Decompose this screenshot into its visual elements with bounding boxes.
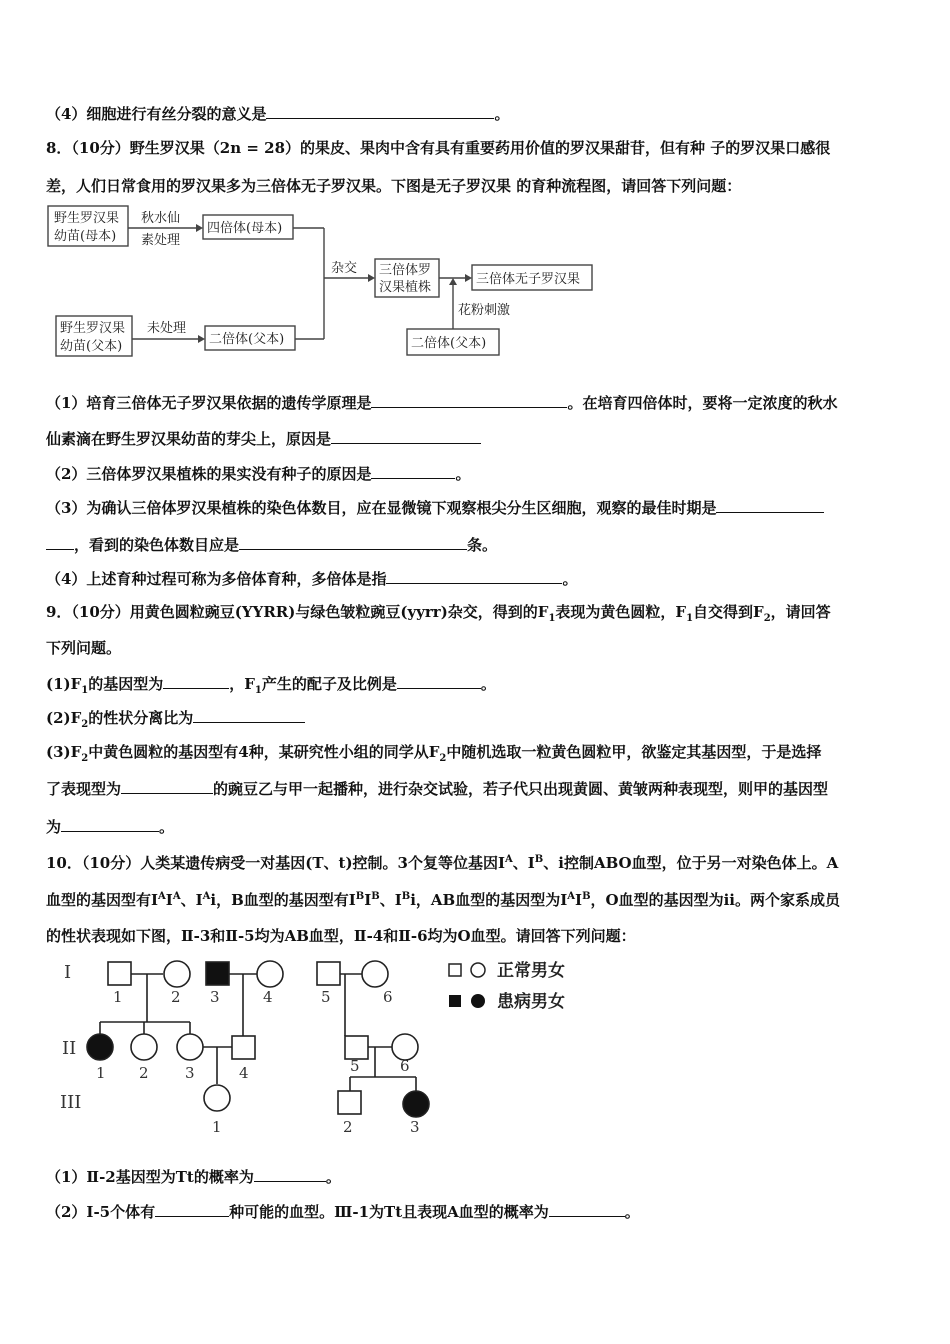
- answer-blank[interactable]: [155, 1202, 229, 1217]
- q9-part3-line2: 了表现型为 的豌豆乙与甲一起播种，进行杂交试验，若子代只出现黄圆、黄皱两种表现型，则甲的基因型: [46, 780, 829, 798]
- label-diploid-father: 二倍体(父本): [209, 332, 285, 347]
- q9-part1: $(1)F_1$的基因型为 ，$F_1$产生的配子及比例是 。: [46, 675, 496, 696]
- answer-blank[interactable]: [46, 535, 74, 550]
- svg-text:3: 3: [185, 1064, 195, 1082]
- svg-text:1: 1: [212, 1118, 222, 1136]
- svg-text:4: 4: [239, 1064, 249, 1082]
- legend-normal: 正常男女: [497, 961, 565, 981]
- svg-text:6: 6: [383, 988, 393, 1006]
- q7-part4-text: （4）细胞进行有丝分裂的意义是: [46, 105, 267, 123]
- II-2-female-normal: [131, 1034, 157, 1060]
- label-wild-mother-2: 幼苗(母本): [54, 229, 117, 244]
- q8-part1-line2: 仙素滴在野生罗汉果幼苗的芽尖上，原因是: [46, 429, 481, 449]
- II-5-male-normal: [345, 1036, 368, 1059]
- q8-part1-line1: （1）培育三倍体无子罗汉果依据的遗传学原理是 。在培育四倍体时，要将一定浓度的秋水: [46, 394, 838, 412]
- answer-blank[interactable]: [371, 393, 567, 408]
- svg-text:4: 4: [263, 988, 273, 1006]
- answer-blank[interactable]: [163, 674, 229, 689]
- II-4-male-normal: [232, 1036, 255, 1059]
- svg-text:2: 2: [171, 988, 181, 1006]
- label-untreated: 未处理: [147, 321, 187, 336]
- label-seedless: 三倍体无子罗汉果: [476, 272, 581, 287]
- q9-part3-line3: 为 。: [46, 818, 175, 836]
- answer-blank[interactable]: [549, 1202, 625, 1217]
- svg-text:3: 3: [410, 1118, 420, 1136]
- answer-blank[interactable]: [193, 708, 305, 723]
- q10-stem-line2: 血型的基因型有$I^AI^A$、$I^Ai$，B血型的基因型有$I^BI^B$、$I^Bi$，AB血型的基因型为$I^AI^B$，O血型的基因型为ii。两个家系成员: [46, 891, 840, 909]
- gen-label-1: I: [64, 962, 72, 983]
- answer-blank[interactable]: [716, 498, 824, 513]
- svg-text:5: 5: [350, 1057, 360, 1075]
- answer-blank[interactable]: [371, 464, 455, 479]
- answer-blank[interactable]: [121, 779, 213, 794]
- I-3-male-affected: [206, 962, 229, 985]
- q8-stem-line1: 8．（10分）野生罗汉果（2n = 28）的果皮、果肉中含有具有重要药用价值的罗汉果甜苷，但有种 子的罗汉果口感很: [46, 139, 831, 157]
- legend: [449, 960, 565, 1012]
- gen-label-3: III: [60, 1092, 82, 1113]
- label-triploid-2: 汉果植株: [379, 280, 432, 295]
- answer-blank[interactable]: [397, 674, 481, 689]
- label-pollen: 花粉刺激: [458, 303, 511, 318]
- I-4-female-normal: [257, 961, 283, 987]
- answer-blank[interactable]: [386, 569, 562, 584]
- label-cross: 杂交: [331, 261, 358, 276]
- pedigree-chart: [40, 950, 640, 1140]
- label-wild-father-2: 幼苗(父本): [60, 339, 123, 354]
- I-5-male-normal: [317, 962, 340, 985]
- q10-part2: （2）Ⅰ-5个体有 种可能的血型。Ⅲ-1为Tt且表现A血型的概率为 。: [46, 1203, 640, 1221]
- label-wild-mother-1: 野生罗汉果: [54, 211, 120, 226]
- q8-part3-line1: （3）为确认三倍体罗汉果植株的染色体数目，应在显微镜下观察根尖分生区细胞，观察的最佳时期是: [46, 498, 824, 518]
- q8-part4: （4）上述育种过程可称为多倍体育种，多倍体是指 。: [46, 570, 578, 588]
- svg-text:5: 5: [321, 988, 331, 1006]
- I-1-male-normal: [108, 962, 131, 985]
- svg-text:3: 3: [210, 988, 220, 1006]
- q10-part1: （1）Ⅱ-2基因型为Tt的概率为 。: [46, 1168, 341, 1186]
- q8-part2: （2）三倍体罗汉果植株的果实没有种子的原因是 。: [46, 465, 471, 483]
- q10-stem-line3: 的性状表现如下图，Ⅱ-3和Ⅱ-5均为AB血型，Ⅱ-4和Ⅱ-6均为O血型。请回答下列问题：: [46, 927, 636, 945]
- gen-label-2: II: [62, 1038, 77, 1059]
- label-colchicine-1: 秋水仙: [141, 211, 181, 226]
- legend-affected: 患病男女: [497, 992, 565, 1012]
- q8-part3-line2: ，看到的染色体数目应是 条。: [46, 535, 497, 555]
- label-wild-father-1: 野生罗汉果: [60, 321, 126, 336]
- label-diploid-father-2: 二倍体(父本): [411, 336, 487, 351]
- label-tetraploid: 四倍体(母本): [207, 221, 283, 236]
- q9-stem-line2: 下列问题。: [46, 639, 122, 657]
- svg-text:1: 1: [96, 1064, 106, 1082]
- q7-part4: （4）细胞进行有丝分裂的意义是 。: [46, 105, 510, 123]
- svg-text:2: 2: [139, 1064, 149, 1082]
- II-1-female-affected: [87, 1034, 113, 1060]
- label-triploid-1: 三倍体罗: [379, 263, 432, 278]
- III-3-female-affected: [403, 1091, 429, 1117]
- q9-part3-line1: $(3)F_2$中黄色圆粒的基因型有4种，某研究性小组的同学从$F_2$中随机选取一粒黄色圆粒甲，欲鉴定其基因型，于是选择: [46, 743, 822, 764]
- svg-text:1: 1: [113, 988, 123, 1006]
- breeding-flowchart: [40, 198, 610, 363]
- q9-stem-line1: 9．（10分）用黄色圆粒豌豆(YYRR)与绿色皱粒豌豆(yyrr)杂交，得到的$F_1$表现为黄色圆粒，$F_1$自交得到$F_2$，请回答: [46, 603, 831, 624]
- I-2-female-normal: [164, 961, 190, 987]
- III-2-male-normal: [338, 1091, 361, 1114]
- q10-stem-line1: 10．（10分）人类某遗传病受一对基因(T、t)控制。3个复等位基因$I^A$、$I^B$、i控制ABO血型，位于另一对染色体上。A: [46, 854, 839, 872]
- svg-text:6: 6: [400, 1057, 410, 1075]
- answer-blank[interactable]: [61, 817, 159, 832]
- answer-blank[interactable]: [331, 429, 481, 444]
- q8-stem-line2: 差，人们日常食用的罗汉果多为三倍体无子罗汉果。下图是无子罗汉果 的育种流程图，请回答下列问题：: [46, 177, 742, 195]
- q9-part2: $(2)F_2$的性状分离比为: [46, 708, 305, 735]
- answer-blank[interactable]: [239, 535, 467, 550]
- svg-text:2: 2: [343, 1118, 353, 1136]
- III-1-female-normal: [204, 1085, 230, 1111]
- II-3-female-normal: [177, 1034, 203, 1060]
- label-colchicine-2: 素处理: [141, 233, 181, 248]
- answer-blank[interactable]: [254, 1167, 326, 1182]
- answer-blank[interactable]: [266, 104, 494, 119]
- I-6-female-normal: [362, 961, 388, 987]
